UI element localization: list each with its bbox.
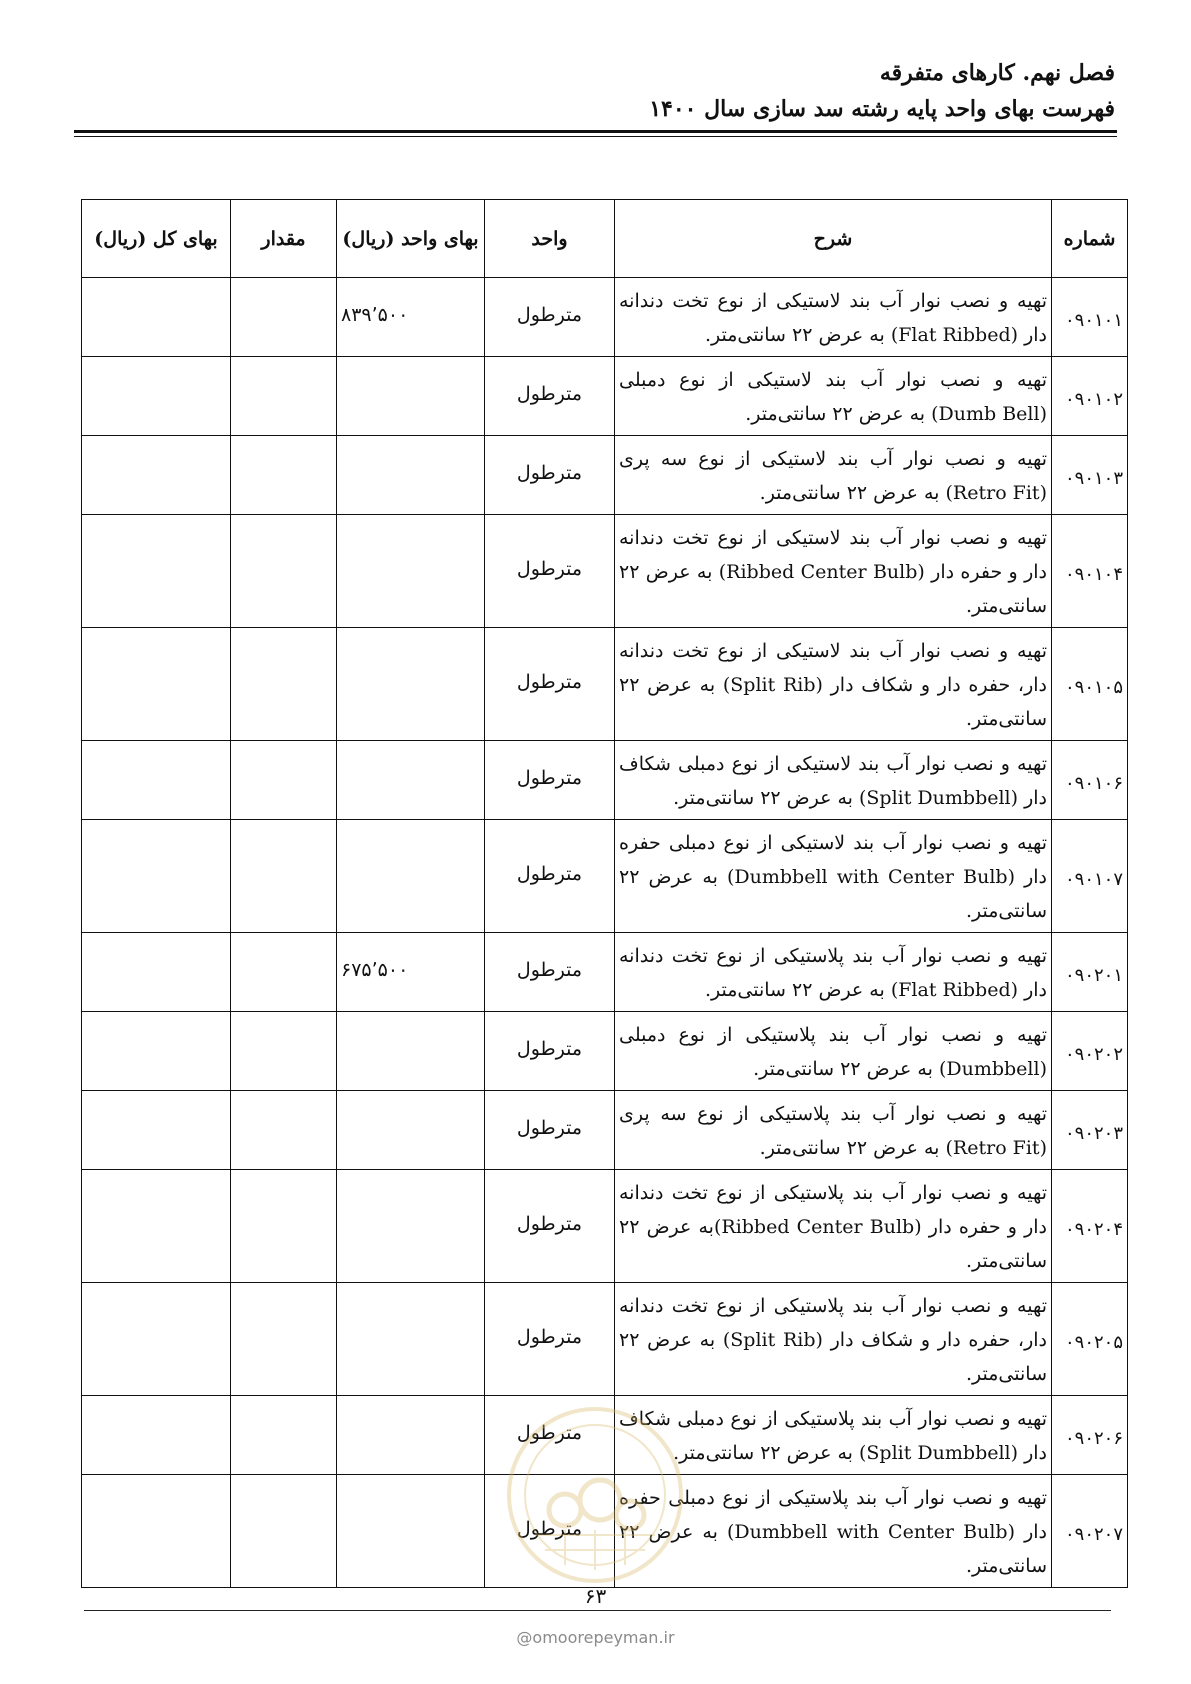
item-quantity [231,820,337,933]
column-header-description: شرح [615,200,1052,278]
item-quantity [231,515,337,628]
table-header-row [82,200,1128,278]
item-description: تهیه و نصب نوار آب بند لاستیکی از نوع سه پری (Retro Fit) به عرض ۲۲ سانتی‌متر. [615,436,1052,515]
header-divider-thin [74,136,1117,137]
item-unit: مترطول [485,1012,615,1091]
item-total-price [82,820,231,933]
item-description: تهیه و نصب نوار آب بند پلاستیکی از نوع تخت دندانه دار، حفره دار و شکاف دار (Split Rib) به عرض ۲۲ سانتی‌متر. [615,1283,1052,1396]
item-unit: مترطول [485,1396,615,1475]
item-total-price [82,1170,231,1283]
item-quantity [231,628,337,741]
item-total-price [82,357,231,436]
item-description: تهیه و نصب نوار آب بند پلاستیکی از نوع دمبلی شکاف دار (Split Dumbbell) به عرض ۲۲ سانتی‌متر. [615,1396,1052,1475]
item-total-price [82,741,231,820]
item-unit-price [337,436,485,515]
item-unit: مترطول [485,628,615,741]
item-unit-price: ۸۳۹٬۵۰۰ [337,278,485,357]
item-code: ۰۹۰۱۰۳ [1052,436,1128,515]
item-unit: مترطول [485,741,615,820]
footer-divider [84,1610,1111,1611]
item-unit: مترطول [485,933,615,1012]
item-total-price [82,933,231,1012]
column-header-total-price: بهای کل (ریال) [82,200,231,278]
item-description: تهیه و نصب نوار آب بند پلاستیکی از نوع دمبلی (Dumbbell) به عرض ۲۲ سانتی‌متر. [615,1012,1052,1091]
item-unit: مترطول [485,515,615,628]
page-number: ۶۳ [584,1584,607,1608]
item-unit: مترطول [485,436,615,515]
item-unit-price [337,357,485,436]
column-header-unit: واحد [485,200,615,278]
item-quantity [231,1283,337,1396]
item-description: تهیه و نصب نوار آب بند پلاستیکی از نوع تخت دندانه دار (Flat Ribbed) به عرض ۲۲ سانتی‌متر. [615,933,1052,1012]
item-unit: مترطول [485,278,615,357]
item-unit-price: ۶۷۵٬۵۰۰ [337,933,485,1012]
item-unit: مترطول [485,1170,615,1283]
item-unit-price [337,741,485,820]
item-code: ۰۹۰۲۰۱ [1052,933,1128,1012]
item-unit-price [337,1475,485,1588]
item-code: ۰۹۰۲۰۵ [1052,1283,1128,1396]
column-header-unit-price: بهای واحد (ریال) [337,200,485,278]
item-unit-price [337,1091,485,1170]
table-row [82,1396,1128,1475]
item-unit: مترطول [485,820,615,933]
item-description: تهیه و نصب نوار آب بند لاستیکی از نوع تخت دندانه دار و حفره دار (Ribbed Center Bulb) به عرض ۲۲ سانتی‌متر. [615,515,1052,628]
item-quantity [231,933,337,1012]
item-code: ۰۹۰۲۰۷ [1052,1475,1128,1588]
table-row [82,1283,1128,1396]
table-row [82,1012,1128,1091]
item-total-price [82,1012,231,1091]
item-unit: مترطول [485,1283,615,1396]
item-quantity [231,741,337,820]
item-quantity [231,1396,337,1475]
item-quantity [231,436,337,515]
item-code: ۰۹۰۱۰۲ [1052,357,1128,436]
item-unit-price [337,1396,485,1475]
item-code: ۰۹۰۱۰۷ [1052,820,1128,933]
table-row [82,515,1128,628]
item-unit: مترطول [485,357,615,436]
document-title: فهرست بهای واحد پایه رشته سد سازی سال ۱۴۰۰ [649,96,1115,122]
website-watermark: @omoorepeyman.ir [516,1628,675,1647]
item-quantity [231,1475,337,1588]
item-description: تهیه و نصب نوار آب بند پلاستیکی از نوع دمبلی حفره دار (Dumbbell with Center Bulb) به عرض ۲۲ سانتی‌متر. [615,1475,1052,1588]
item-unit-price [337,1170,485,1283]
table-row [82,628,1128,741]
table-row [82,278,1128,357]
table-row [82,741,1128,820]
table-row [82,933,1128,1012]
item-unit: مترطول [485,1475,615,1588]
item-unit: مترطول [485,1091,615,1170]
item-description: تهیه و نصب نوار آب بند لاستیکی از نوع تخت دندانه دار، حفره دار و شکاف دار (Split Rib) به عرض ۲۲ سانتی‌متر. [615,628,1052,741]
item-code: ۰۹۰۲۰۴ [1052,1170,1128,1283]
header-divider-thick [74,130,1117,133]
item-description: تهیه و نصب نوار آب بند پلاستیکی از نوع سه پری (Retro Fit) به عرض ۲۲ سانتی‌متر. [615,1091,1052,1170]
item-code: ۰۹۰۱۰۵ [1052,628,1128,741]
item-code: ۰۹۰۲۰۳ [1052,1091,1128,1170]
item-quantity [231,278,337,357]
item-total-price [82,515,231,628]
item-total-price [82,278,231,357]
item-code: ۰۹۰۱۰۱ [1052,278,1128,357]
item-quantity [231,1091,337,1170]
column-header-quantity: مقدار [231,200,337,278]
item-total-price [82,628,231,741]
item-unit-price [337,820,485,933]
item-total-price [82,436,231,515]
table-row [82,820,1128,933]
item-total-price [82,1396,231,1475]
item-description: تهیه و نصب نوار آب بند لاستیکی از نوع تخت دندانه دار (Flat Ribbed) به عرض ۲۲ سانتی‌متر. [615,278,1052,357]
item-total-price [82,1475,231,1588]
item-code: ۰۹۰۲۰۲ [1052,1012,1128,1091]
column-header-code: شماره [1052,200,1128,278]
item-unit-price [337,628,485,741]
item-description: تهیه و نصب نوار آب بند لاستیکی از نوع دمبلی شکاف دار (Split Dumbbell) به عرض ۲۲ سانتی‌متر. [615,741,1052,820]
price-list-table [81,199,1128,1588]
item-unit-price [337,1012,485,1091]
item-total-price [82,1091,231,1170]
chapter-title: فصل نهم. کارهای متفرقه [879,60,1115,86]
item-unit-price [337,515,485,628]
item-quantity [231,1170,337,1283]
table-row [82,436,1128,515]
item-quantity [231,357,337,436]
item-description: تهیه و نصب نوار آب بند لاستیکی از نوع دمبلی حفره دار (Dumbbell with Center Bulb) به عرض ۲۲ سانتی‌متر. [615,820,1052,933]
table-row [82,1091,1128,1170]
item-unit-price [337,1283,485,1396]
item-total-price [82,1283,231,1396]
table-row [82,1170,1128,1283]
table-row [82,1475,1128,1588]
item-quantity [231,1012,337,1091]
item-code: ۰۹۰۱۰۴ [1052,515,1128,628]
item-code: ۰۹۰۱۰۶ [1052,741,1128,820]
table-row [82,357,1128,436]
item-code: ۰۹۰۲۰۶ [1052,1396,1128,1475]
item-description: تهیه و نصب نوار آب بند لاستیکی از نوع دمبلی (Dumb Bell) به عرض ۲۲ سانتی‌متر. [615,357,1052,436]
item-description: تهیه و نصب نوار آب بند پلاستیکی از نوع تخت دندانه دار و حفره دار (Ribbed Center Bulb)به عرض ۲۲ سانتی‌متر. [615,1170,1052,1283]
